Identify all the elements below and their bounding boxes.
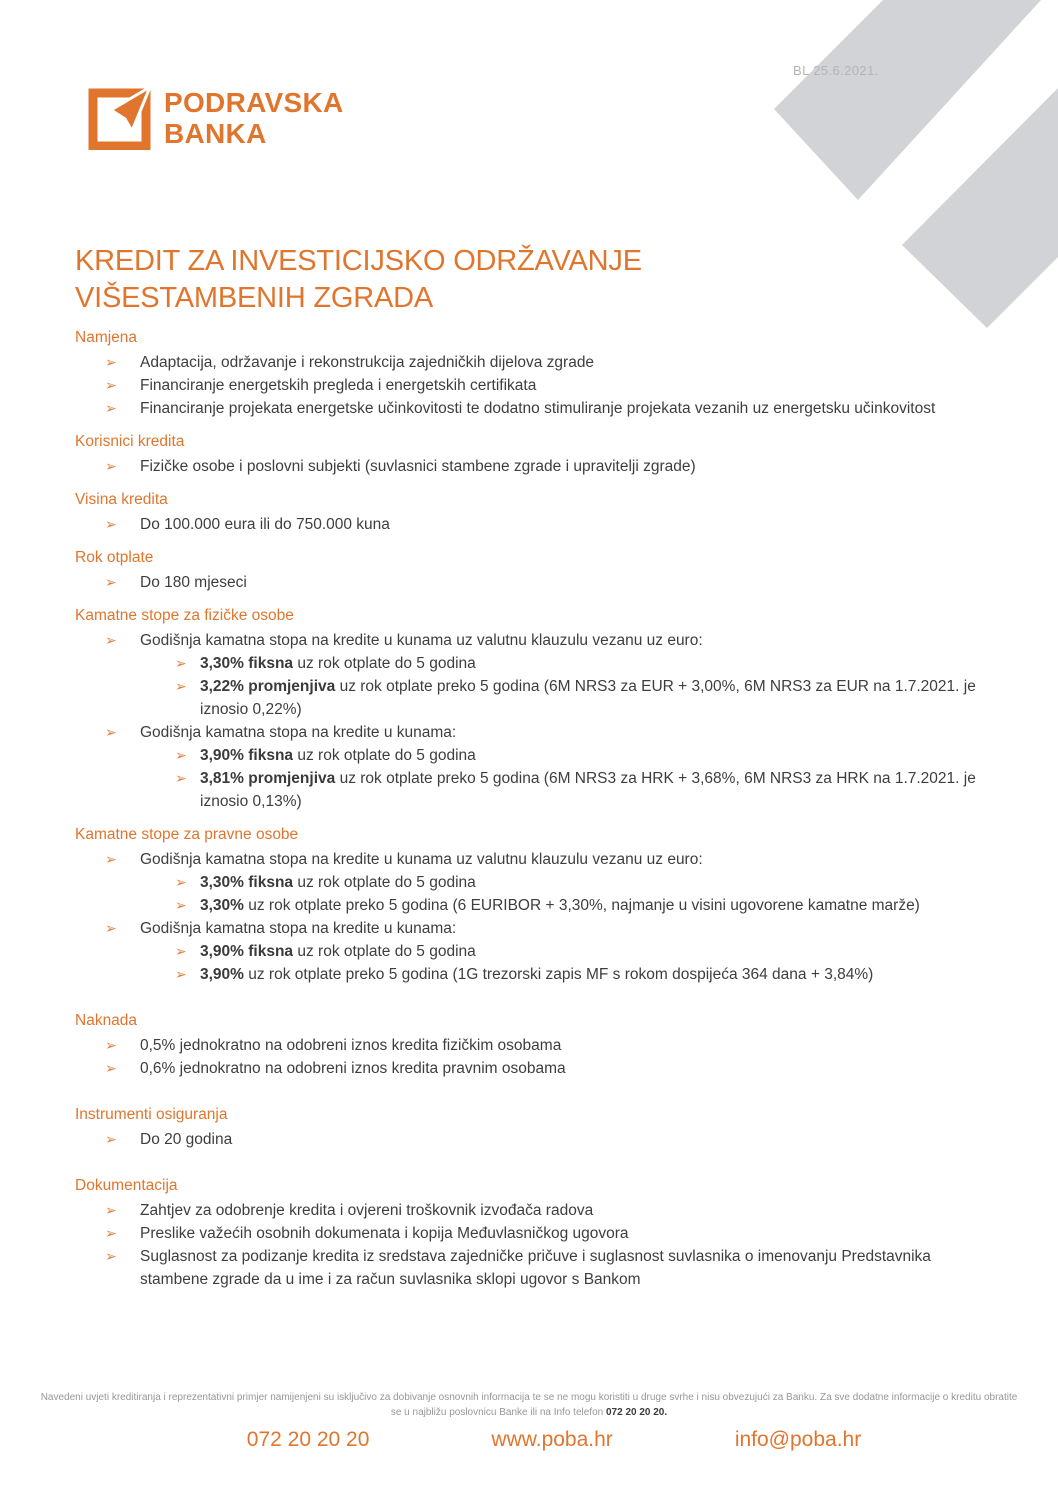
- bullet-item: [140, 871, 987, 894]
- bullet-item-text: 3,90% fiksna uz rok otplate do 5 godina: [200, 747, 476, 764]
- bank-logo: [88, 86, 344, 150]
- bullet-list: [75, 848, 987, 986]
- bank-name: [164, 87, 344, 149]
- bullet-list: [75, 571, 987, 594]
- bullet-item-bold: 3,22% promjenjiva: [200, 678, 336, 695]
- bullet-item-bold: 3,30% fiksna: [200, 655, 294, 672]
- bullet-arrow-icon: ➢: [105, 1248, 117, 1264]
- sections-container: [75, 316, 987, 1291]
- bullet-item-text: 0,6% jednokratno na odobreni iznos kredita pravnim osobama: [140, 1060, 566, 1077]
- bullet-item-text: Financiranje energetskih pregleda i energetskih certifikata: [140, 377, 537, 394]
- bullet-list: [75, 629, 987, 813]
- section-heading: Rok otplate: [75, 549, 154, 566]
- bullet-item: [75, 1128, 987, 1151]
- section-heading: Korisnici kredita: [75, 433, 185, 450]
- bullet-item-bold: 3,81% promjenjiva: [200, 770, 336, 787]
- bullet-item-text: 3,90% uz rok otplate preko 5 godina (1G trezorski zapis MF s rokom dospijeća 364 dana + 3,84%): [200, 966, 874, 983]
- bullet-arrow-icon: ➢: [175, 897, 187, 913]
- page-title-line2: VIŠESTAMBENIH ZGRADA: [75, 282, 434, 315]
- bullet-item-text: Adaptacija, održavanje i rekonstrukcija zajedničkih dijelova zgrade: [140, 354, 595, 371]
- bullet-arrow-icon: ➢: [175, 678, 187, 694]
- section-heading: Kamatne stope za pravne osobe: [75, 826, 299, 843]
- bullet-arrow-icon: ➢: [105, 377, 117, 393]
- bullet-item-text: Do 20 godina: [140, 1131, 233, 1148]
- bullet-item-bold: 3,30%: [200, 897, 244, 914]
- bullet-arrow-icon: ➢: [175, 770, 187, 786]
- section-namjena: [75, 329, 987, 420]
- bullet-item-text: Zahtjev za odobrenje kredita i ovjereni troškovnik izvođača radova: [140, 1202, 594, 1219]
- bullet-item: [140, 963, 987, 986]
- bullet-arrow-icon: ➢: [175, 966, 187, 982]
- contact-email-link[interactable]: info@poba.hr: [734, 1428, 862, 1451]
- bullet-item-text: 3,30% fiksna uz rok otplate do 5 godina: [200, 655, 476, 672]
- bullet-item-text: Godišnja kamatna stopa na kredite u kunama uz valutnu klauzulu vezanu uz euro:: [140, 851, 703, 868]
- bullet-item: [75, 397, 987, 420]
- section-kamatne-stope-za-fizicke-osobe: [75, 607, 987, 813]
- bullet-item-bold: 3,90%: [200, 966, 244, 983]
- bullet-arrow-icon: ➢: [105, 1202, 117, 1218]
- bullet-arrow-icon: ➢: [105, 400, 117, 416]
- disclaimer-text: Navedeni uvjeti kreditiranja i reprezentativni primjer namijenjeni su isključivo za dobivanje osnovnih informacija te se ne mogu koristiti u druge svrhe i nisu obvezujući za Banku. Za sve dodatne informacije o kreditu obratite se u najbližu poslovnicu Banke ili na Info telefon: [40, 1392, 1018, 1418]
- section-kamatne-stope-za-pravne-osobe: [75, 826, 987, 986]
- bullet-arrow-icon: ➢: [105, 632, 117, 648]
- bank-name-line1: PODRAVSKA: [164, 87, 344, 118]
- bullet-list: [75, 1199, 987, 1291]
- bullet-item: [75, 1245, 987, 1291]
- page-title: [75, 243, 642, 317]
- section-heading: Kamatne stope za fizičke osobe: [75, 607, 294, 624]
- bullet-item-text: Do 100.000 eura ili do 750.000 kuna: [140, 516, 390, 533]
- bullet-list: [75, 1128, 987, 1151]
- bullet-item-bold: 3,30% fiksna: [200, 874, 294, 891]
- section-naknada: [75, 1012, 987, 1080]
- bullet-item: [75, 629, 987, 721]
- bullet-list: [75, 351, 987, 420]
- bullet-arrow-icon: ➢: [105, 724, 117, 740]
- bullet-item: [140, 675, 987, 721]
- bullet-arrow-icon: ➢: [105, 1225, 117, 1241]
- bullet-item: [75, 721, 987, 813]
- bullet-item: [140, 940, 987, 963]
- section-instrumenti-osiguranja: [75, 1106, 987, 1151]
- section-heading: Namjena: [75, 329, 138, 346]
- bullet-arrow-icon: ➢: [105, 1060, 117, 1076]
- bullet-item: [75, 351, 987, 374]
- section-dokumentacija: [75, 1177, 987, 1291]
- bullet-item: [140, 767, 987, 813]
- sub-bullet-list: [140, 940, 987, 986]
- contact-website-link[interactable]: www.poba.hr: [491, 1428, 613, 1451]
- bullet-arrow-icon: ➢: [105, 354, 117, 370]
- bullet-list: [75, 455, 987, 478]
- bullet-item-text: Godišnja kamatna stopa na kredite u kunama uz valutnu klauzulu vezanu uz euro:: [140, 632, 703, 649]
- bullet-arrow-icon: ➢: [105, 516, 117, 532]
- bullet-arrow-icon: ➢: [105, 851, 117, 867]
- bank-logo-icon: [88, 86, 152, 150]
- bullet-item: [75, 374, 987, 397]
- bullet-item: [75, 1222, 987, 1245]
- bullet-item: [75, 917, 987, 986]
- section-heading: Naknada: [75, 1012, 138, 1029]
- bullet-item-bold: 3,90% fiksna: [200, 943, 294, 960]
- bullet-item-text: 3,81% promjenjiva uz rok otplate preko 5 godina (6M NRS3 za HRK + 3,68%, 6M NRS3 za HRK na 1.7.2021. je iznosio 0,13%): [200, 770, 976, 810]
- bullet-arrow-icon: ➢: [105, 920, 117, 936]
- footer-contacts: [25, 1428, 1058, 1452]
- bullet-list: [75, 513, 987, 536]
- bullet-item: [140, 894, 987, 917]
- bullet-arrow-icon: ➢: [175, 747, 187, 763]
- bank-name-line2: BANKA: [164, 118, 267, 149]
- bullet-item-text: Fizičke osobe i poslovni subjekti (suvlasnici stambene zgrade i upravitelji zgrade): [140, 458, 696, 475]
- contact-phone: 072 20 20 20: [246, 1428, 370, 1451]
- bullet-item: [75, 848, 987, 917]
- bullet-arrow-icon: ➢: [175, 943, 187, 959]
- corner-decoration: [740, 0, 1058, 340]
- section-heading: Dokumentacija: [75, 1177, 178, 1194]
- disclaimer-phone: 072 20 20 20.: [605, 1407, 668, 1418]
- bullet-item: [140, 652, 987, 675]
- bullet-item-text: Financiranje projekata energetske učinkovitosti te dodatno stimuliranje projekata vezanih uz energetsku učinkovitost: [140, 400, 936, 417]
- bullet-item: [140, 744, 987, 767]
- bullet-item: [75, 571, 987, 594]
- bullet-item: [75, 513, 987, 536]
- bullet-item: [75, 1057, 987, 1080]
- bullet-item-text: 3,90% fiksna uz rok otplate do 5 godina: [200, 943, 476, 960]
- bullet-item: [75, 1199, 987, 1222]
- page-title-line1: KREDIT ZA INVESTICIJSKO ODRŽAVANJE: [75, 245, 642, 278]
- bullet-item-text: Godišnja kamatna stopa na kredite u kunama:: [140, 920, 457, 937]
- section-korisnici-kredita: [75, 433, 987, 478]
- bullet-item-text: Do 180 mjeseci: [140, 574, 247, 591]
- bullet-arrow-icon: ➢: [175, 874, 187, 890]
- bullet-arrow-icon: ➢: [105, 1037, 117, 1053]
- section-rok-otplate: [75, 549, 987, 594]
- section-heading: Visina kredita: [75, 491, 168, 508]
- bullet-item-text: Godišnja kamatna stopa na kredite u kunama:: [140, 724, 457, 741]
- bullet-item-text: Suglasnost za podizanje kredita iz sredstava zajedničke pričuve i suglasnost suvlasnika o imenovanju Predstavnika stambene zgrade da u ime i za račun suvlasnika sklopi ugovor s Bankom: [140, 1248, 931, 1288]
- sub-bullet-list: [140, 744, 987, 813]
- bullet-arrow-icon: ➢: [105, 1131, 117, 1147]
- bullet-item: [75, 455, 987, 478]
- section-visina-kredita: [75, 491, 987, 536]
- bullet-item-text: 0,5% jednokratno na odobreni iznos kredita fizičkim osobama: [140, 1037, 562, 1054]
- bullet-item-text: 3,30% uz rok otplate preko 5 godina (6 EURIBOR + 3,30%, najmanje u visini ugovorene kamatne marže): [200, 897, 920, 914]
- bullet-item-text: 3,22% promjenjiva uz rok otplate preko 5 godina (6M NRS3 za EUR + 3,00%, 6M NRS3 za EUR na 1.7.2021. je iznosio 0,22%): [200, 678, 976, 718]
- section-heading: Instrumenti osiguranja: [75, 1106, 228, 1123]
- bullet-item-text: 3,30% fiksna uz rok otplate do 5 godina: [200, 874, 476, 891]
- bullet-item: [75, 1034, 987, 1057]
- bullet-arrow-icon: ➢: [105, 458, 117, 474]
- footer-disclaimer: [38, 1390, 1020, 1420]
- document-date: BL 25.6.2021.: [793, 63, 879, 78]
- bullet-arrow-icon: ➢: [175, 655, 187, 671]
- bullet-item-bold: 3,90% fiksna: [200, 747, 294, 764]
- bullet-list: [75, 1034, 987, 1080]
- bullet-arrow-icon: ➢: [105, 574, 117, 590]
- bullet-item-text: Preslike važećih osobnih dokumenata i kopija Međuvlasničkog ugovora: [140, 1225, 629, 1242]
- sub-bullet-list: [140, 871, 987, 917]
- sub-bullet-list: [140, 652, 987, 721]
